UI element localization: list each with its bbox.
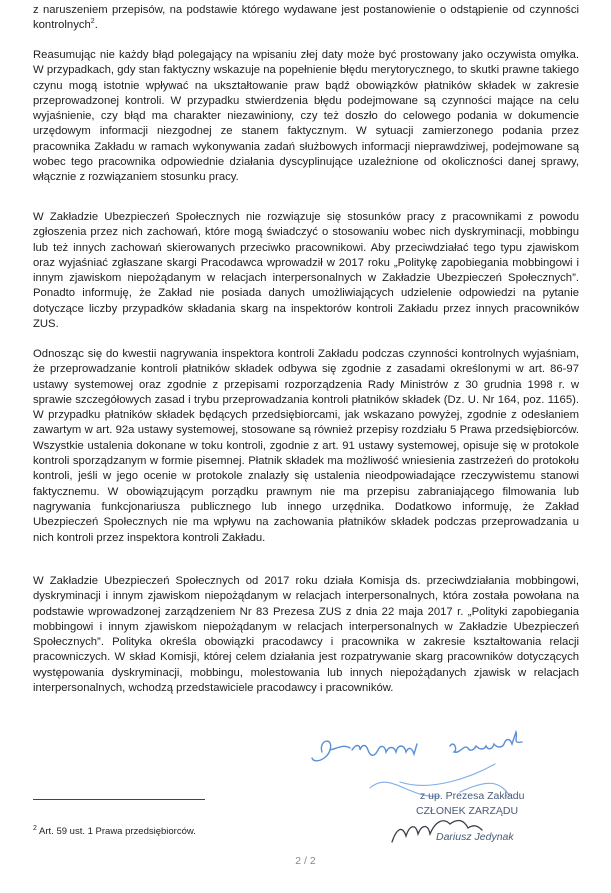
stamp-line-1: z up. Prezesa Zakładu [420, 790, 525, 802]
footnote-marker: 2 [33, 824, 37, 832]
page-number: 2 / 2 [295, 855, 316, 867]
footnote-divider [33, 799, 205, 800]
paragraph-komisja: W Zakładzie Ubezpieczeń Społecznych od 2017 roku działa Komisja ds. przeciwdziałania mobbingowi, dyskryminacji i innym zjawiskom niepożądanym w relacjach interpersonalnych, która została powołana na podstawie wprowadzonej zarządzeniem Nr 83 Prezesa ZUS z dnia 22 maja 2017 r. „Polityki zapobiegania mobbingowi i innym zjawiskom niepożądanym w relacjach interpersonalnych w Zakładzie Ubezpieczeń Społecznych”. Polityka określa obowiązki pracodawcy i pracownika w zakresie kształtowania relacji pracowniczych. W skład Komisji, której celem działania jest rozpatrywanie skarg pracowników dotyczących występowania dyskryminacji, mobbingu, molestowania lub innych niepożądanych zjawisk w relacjach interpersonalnych, wchodzą przedstawiciele pracodawcy i pracowników. [33, 575, 579, 695]
paragraph-continuation [33, 3, 579, 34]
signature-block [300, 730, 600, 850]
stamp-name: Dariusz Jedynak [436, 831, 514, 843]
paragraph-tail: . [94, 19, 98, 32]
footnote-text: Art. 59 ust. 1 Prawa przedsiębiorców. [39, 826, 196, 837]
paragraph-stosunki-pracy: W Zakładzie Ubezpieczeń Społecznych nie rozwiązuje się stosunków pracy z pracownikami z powodu zgłoszenia przez nich zachowań, które mogą świadczyć o stosowaniu wobec nich dyskryminacji, mobbingu lub też innych zachowań skierowanych przeciwko pracownikowi. Aby przeciwdziałać tego typu zjawiskom oraz wyjaśniać zgłaszane skargi Pracodawca wprowadził w 2017 roku „Politykę zapobiegania mobbingowi i innym zjawiskom niepożądanym w relacjach interpersonalnych w Zakładzie Ubezpieczeń Społecznych”. Ponadto informuję, że Zakład nie posiada danych umożliwiających udzielenie odpowiedzi na pytanie dotyczące liczby przypadków składania skarg na inspektorów kontroli Zakładu przez innych pracowników ZUS. [33, 211, 579, 331]
paragraph-nagrywanie: Odnosząc się do kwestii nagrywania inspektora kontroli Zakładu podczas czynności kontrolnych wyjaśniam, że przeprowadzanie kontroli płatników składek odbywa się zgodnie z zasadami określonymi w art. 86-97 ustawy systemowej oraz zgodnie z przepisami rozporządzenia Rady Ministrów z 30 grudnia 1998 r. w sprawie szczegółowych zasad i trybu przeprowadzania kontroli płatników składek (Dz. U. Nr 164, poz. 1165). W przypadku płatników składek będących przedsiębiorcami, jak wskazano powyżej, zgodnie z odesłaniem zawartym w art. 92a ustawy systemowej, stosowane są również przepisy rozdziału 5 Prawa przedsiębiorców. Wszystkie ustalenia dokonane w toku kontroli, zgodnie z art. 91 ustawy systemowej, opisuje się w protokole kontroli sporządzanym w formie pisemnej. Płatnik składek ma możliwość wniesienia zastrzeżeń do protokołu kontroli, jeśli w jego ocenie w protokole znalazły się ustalenia nieodpowiadające rzeczywistemu stanowi faktycznemu. W obowiązującym porządku prawnym nie ma przepisu zabraniającego filmowania lub nagrywania funkcjonariusza publicznego lub innego urzędnika. Dodatkowo informuję, że Zakład Ubezpieczeń Społecznych nie ma wpływu na zachowania płatników składek podczas przeprowadzania u nich kontroli przez inspektora kontroli Zakładu. [33, 348, 579, 544]
paragraph-reasumujac: Reasumując nie każdy błąd polegający na wpisaniu złej daty może być prostowany jako oczywista omyłka. W przypadkach, gdy stan faktyczny wskazuje na popełnienie błędu merytorycznego, to skutki prawne takiego czynu mogą istotnie wpływać na ukształtowanie praw bądź obowiązków płatników składek w zakresie przeprowadzonej kontroli. W przypadku stwierdzenia błędu podejmowane są czynności mające na celu wyjaśnienie, czy błąd ma charakter niezawiniony, czy też doszło do celowego podania w dokumencie urzędowym informacji niezgodnej ze stanem faktycznym. W sytuacji zamierzonego podania przez pracownika Zakładu w ramach wykonywania zadań służbowych informacji nieprawdziwej, podejmowane są wobec tego pracownika odpowiednie działania dyscyplinujące uzależnione od okoliczności danej sprawy, włącznie z rozwiązaniem stosunku pracy. [33, 49, 579, 184]
footnote-reference[interactable]: 2 [90, 18, 95, 26]
footnote [33, 826, 196, 837]
paragraph-text: z naruszeniem przepisów, na podstawie którego wydawane jest postanowienie o odstąpienie od czynności kontrolnych [33, 4, 579, 32]
stamp-line-2: CZŁONEK ZARZĄDU [416, 805, 519, 817]
